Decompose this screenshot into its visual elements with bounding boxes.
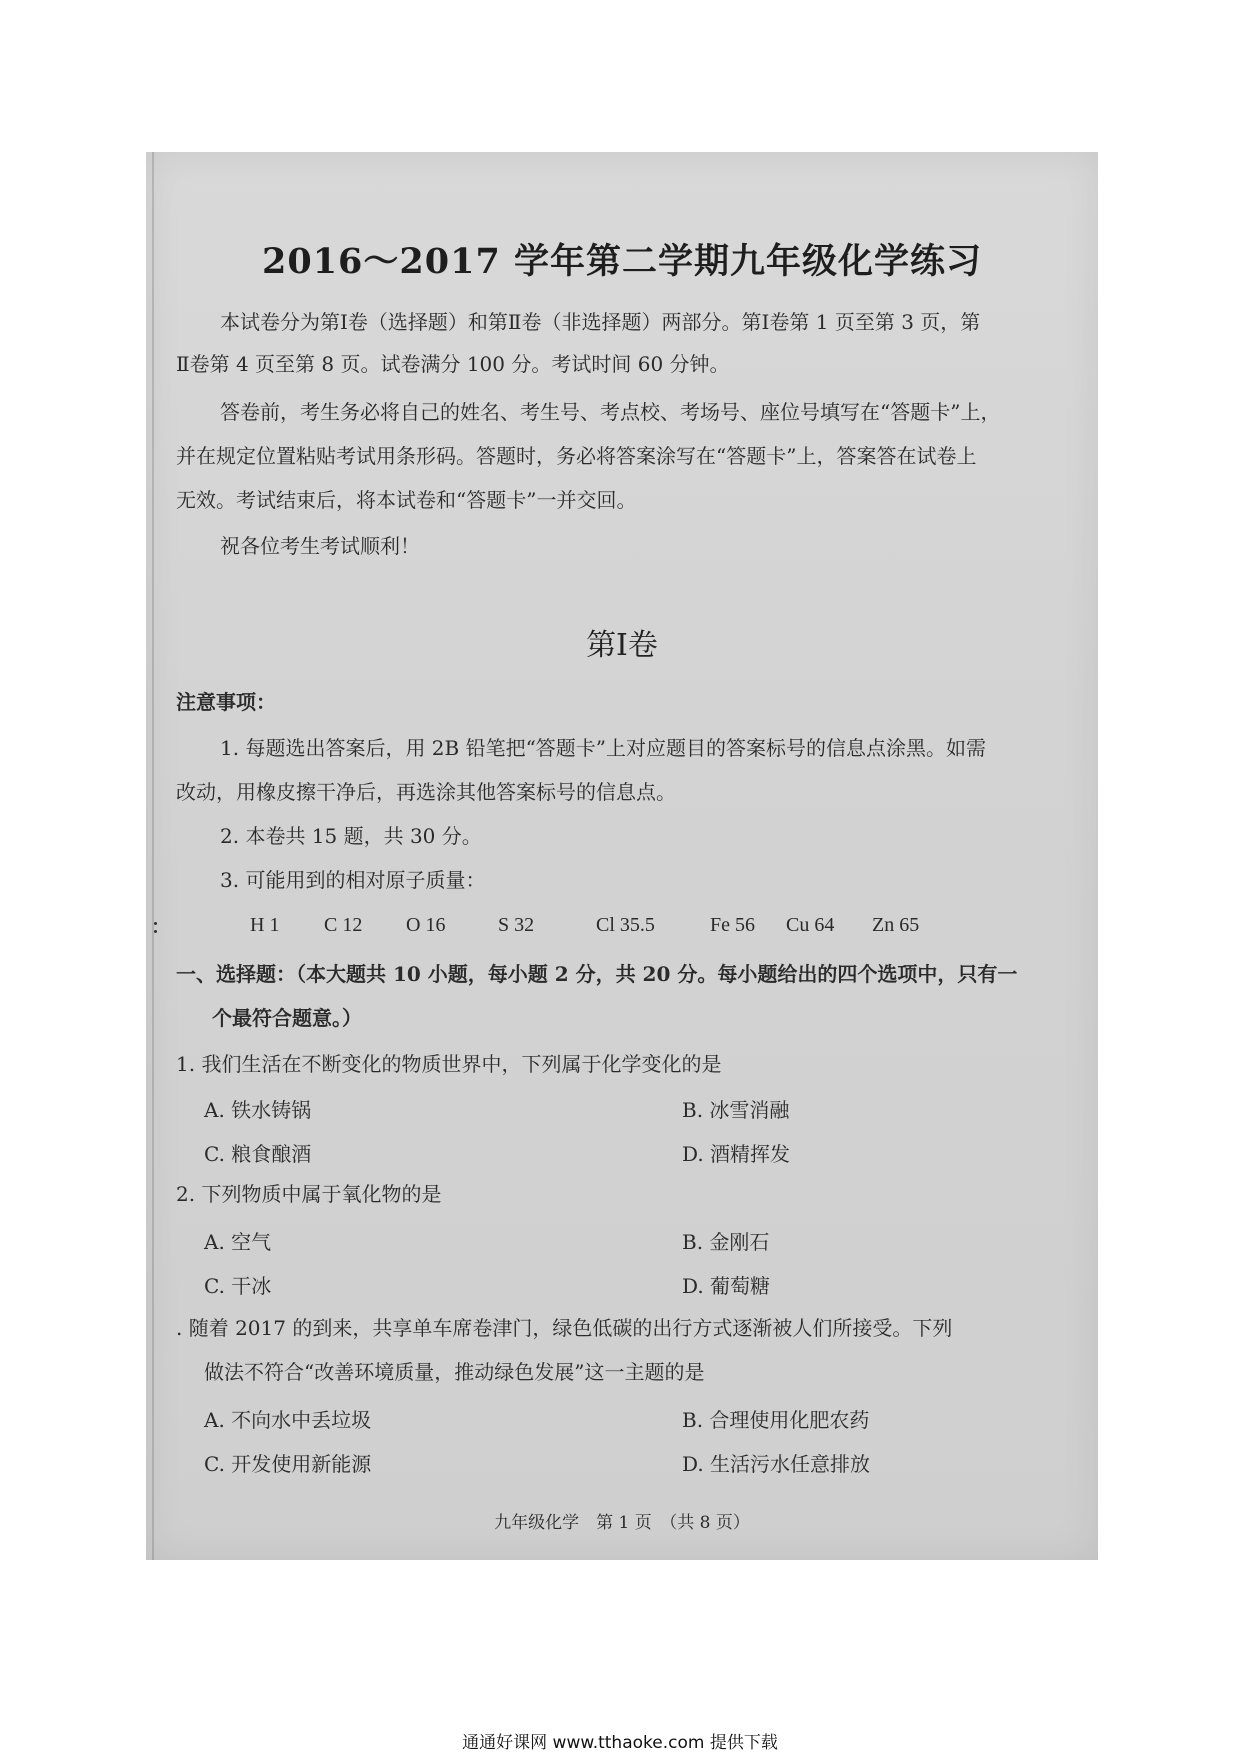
paper-fold-line (152, 152, 154, 1560)
note-line: 1. 每题选出答案后，用 2B 铅笔把“答题卡”上对应题目的答案标号的信息点涂黑。如需 (220, 736, 987, 760)
exam-paper-photo (146, 152, 1098, 1560)
atomic-mass: O 16 (406, 914, 446, 936)
answer-option: C. 干冰 (204, 1274, 272, 1298)
download-credit: 通通好课网 www.tthaoke.com 提供下载 (462, 1733, 778, 1753)
intro-line: 无效。考试结束后，将本试卷和“答题卡”一并交回。 (176, 488, 637, 512)
note-line: 3. 可能用到的相对原子质量： (220, 868, 486, 892)
good-luck-line: 祝各位考生考试顺利！ (220, 534, 420, 558)
atomic-mass: Fe 56 (710, 914, 755, 936)
answer-option: B. 合理使用化肥农药 (682, 1408, 870, 1432)
answer-option: D. 葡萄糖 (682, 1274, 771, 1298)
answer-option: A. 不向水中丢垃圾 (204, 1408, 372, 1432)
note-line: 改动，用橡皮擦干净后，再选涂其他答案标号的信息点。 (176, 780, 676, 804)
answer-option: D. 生活污水任意排放 (682, 1452, 871, 1476)
intro-line: 答卷前，考生务必将自己的姓名、考生号、考点校、考场号、座位号填写在“答题卡”上， (220, 400, 1001, 424)
atomic-mass: Cu 64 (786, 914, 835, 936)
question-stem: 做法不符合“改善环境质量，推动绿色发展”这一主题的是 (204, 1360, 705, 1384)
atomic-mass: C 12 (324, 914, 363, 936)
intro-line: Ⅱ卷第 4 页至第 8 页。试卷满分 100 分。考试时间 60 分钟。 (176, 352, 730, 376)
answer-option: B. 冰雪消融 (682, 1098, 790, 1122)
question-stem: 2. 下列物质中属于氧化物的是 (176, 1182, 442, 1206)
exam-title: 2016～2017 学年第二学期九年级化学练习 (261, 241, 982, 282)
atomic-mass: Zn 65 (872, 914, 920, 936)
note-line: 2. 本卷共 15 题，共 30 分。 (220, 824, 482, 848)
question-stem: 1. 我们生活在不断变化的物质世界中，下列属于化学变化的是 (176, 1052, 722, 1076)
margin-mark (154, 930, 157, 933)
part-heading: 一、选择题：（本大题共 10 小题，每小题 2 分，共 20 分。每小题给出的四个选项中，只有一 (176, 962, 1018, 986)
answer-option: A. 空气 (204, 1230, 272, 1254)
part-heading: 个最符合题意。） (212, 1006, 362, 1030)
answer-option: A. 铁水铸锅 (204, 1098, 312, 1122)
notes-heading: 注意事项： (176, 690, 276, 714)
answer-option: C. 开发使用新能源 (204, 1452, 372, 1476)
atomic-mass: H 1 (250, 914, 280, 936)
atomic-mass: S 32 (498, 914, 535, 936)
page-footer: 九年级化学 第 1 页 （共 8 页） (494, 1513, 750, 1533)
intro-line: 并在规定位置粘贴考试用条形码。答题时，务必将答案涂写在“答题卡”上，答案答在试卷上 (176, 444, 977, 468)
answer-option: B. 金刚石 (682, 1230, 770, 1254)
answer-option: C. 粮食酿酒 (204, 1142, 312, 1166)
intro-line: 本试卷分为第Ⅰ卷（选择题）和第Ⅱ卷（非选择题）两部分。第Ⅰ卷第 1 页至第 3 页，第 (220, 310, 981, 334)
answer-option: D. 酒精挥发 (682, 1142, 791, 1166)
question-stem: . 随着 2017 的到来，共享单车席卷津门，绿色低碳的出行方式逐渐被人们所接受。下列 (176, 1316, 953, 1340)
atomic-mass: Cl 35.5 (596, 914, 655, 936)
section-title: 第Ⅰ卷 (586, 628, 658, 663)
margin-mark (154, 922, 157, 925)
